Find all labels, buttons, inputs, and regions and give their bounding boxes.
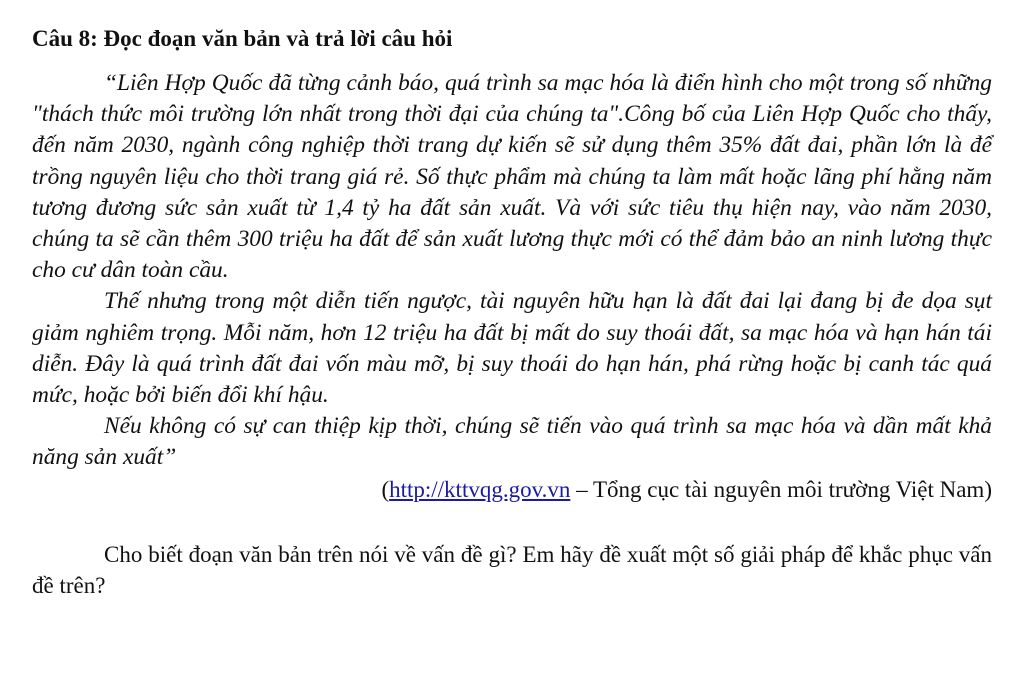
passage-paragraph-3: Nếu không có sự can thiệp kịp thời, chúng sẽ tiến vào quá trình sa mạc hóa và dần mất khả năng sản xuất” [32, 413, 992, 471]
passage-paragraph-2: Thế nhưng trong một diễn tiến ngược, tài nguyên hữu hạn là đất đai lại đang bị đe dọa sụt giảm nghiêm trọng. Mỗi năm, hơn 12 triệu ha đất bị mất do suy thoái đất, sa mạc hóa và hạn hán tái diễn. Đây là quá trình đất đai vốn màu mỡ, bị suy thoái do hạn hán, phá rừng hoặc bị canh tác quá mức, hoặc bởi biến đổi khí hậu. [32, 288, 992, 409]
passage-paragraph-1: “Liên Hợp Quốc đã từng cảnh báo, quá trình sa mạc hóa là điển hình cho một trong số những "thách thức môi trường lớn nhất trong thời đại của chúng ta".Công bố của Liên Hợp Quốc cho thấy, đến năm 2030, ngành công nghiệp thời trang dự kiến sẽ sử dụng thêm 35% đất đai, phần lớn là để trồng nguyên liệu cho thời trang giá rẻ. Số thực phẩm mà chúng ta làm mất hoặc lãng phí hằng năm tương đương sức sản xuất từ 1,4 tỷ ha đất sản xuất. Và với sức tiêu thụ hiện nay, vào năm 2030, chúng ta sẽ cần thêm 300 triệu ha đất để sản xuất lương thực mới có thể đảm bảo an ninh lương thực cho cư dân toàn cầu. [32, 70, 992, 284]
source-link[interactable]: http://kttvqg.gov.vn [389, 476, 571, 502]
passage [32, 68, 992, 474]
question-prompt: Cho biết đoạn văn bản trên nói về vấn đề gì? Em hãy đề xuất một số giải pháp để khắc phục vấn đề trên? [32, 541, 992, 598]
question-title: Câu 8: Đọc đoạn văn bản và trả lời câu hỏi [32, 26, 453, 51]
source-open-paren: ( [381, 476, 390, 502]
source-citation [32, 474, 992, 505]
source-organization: – Tổng cục tài nguyên môi trường Việt Nam) [570, 476, 992, 502]
